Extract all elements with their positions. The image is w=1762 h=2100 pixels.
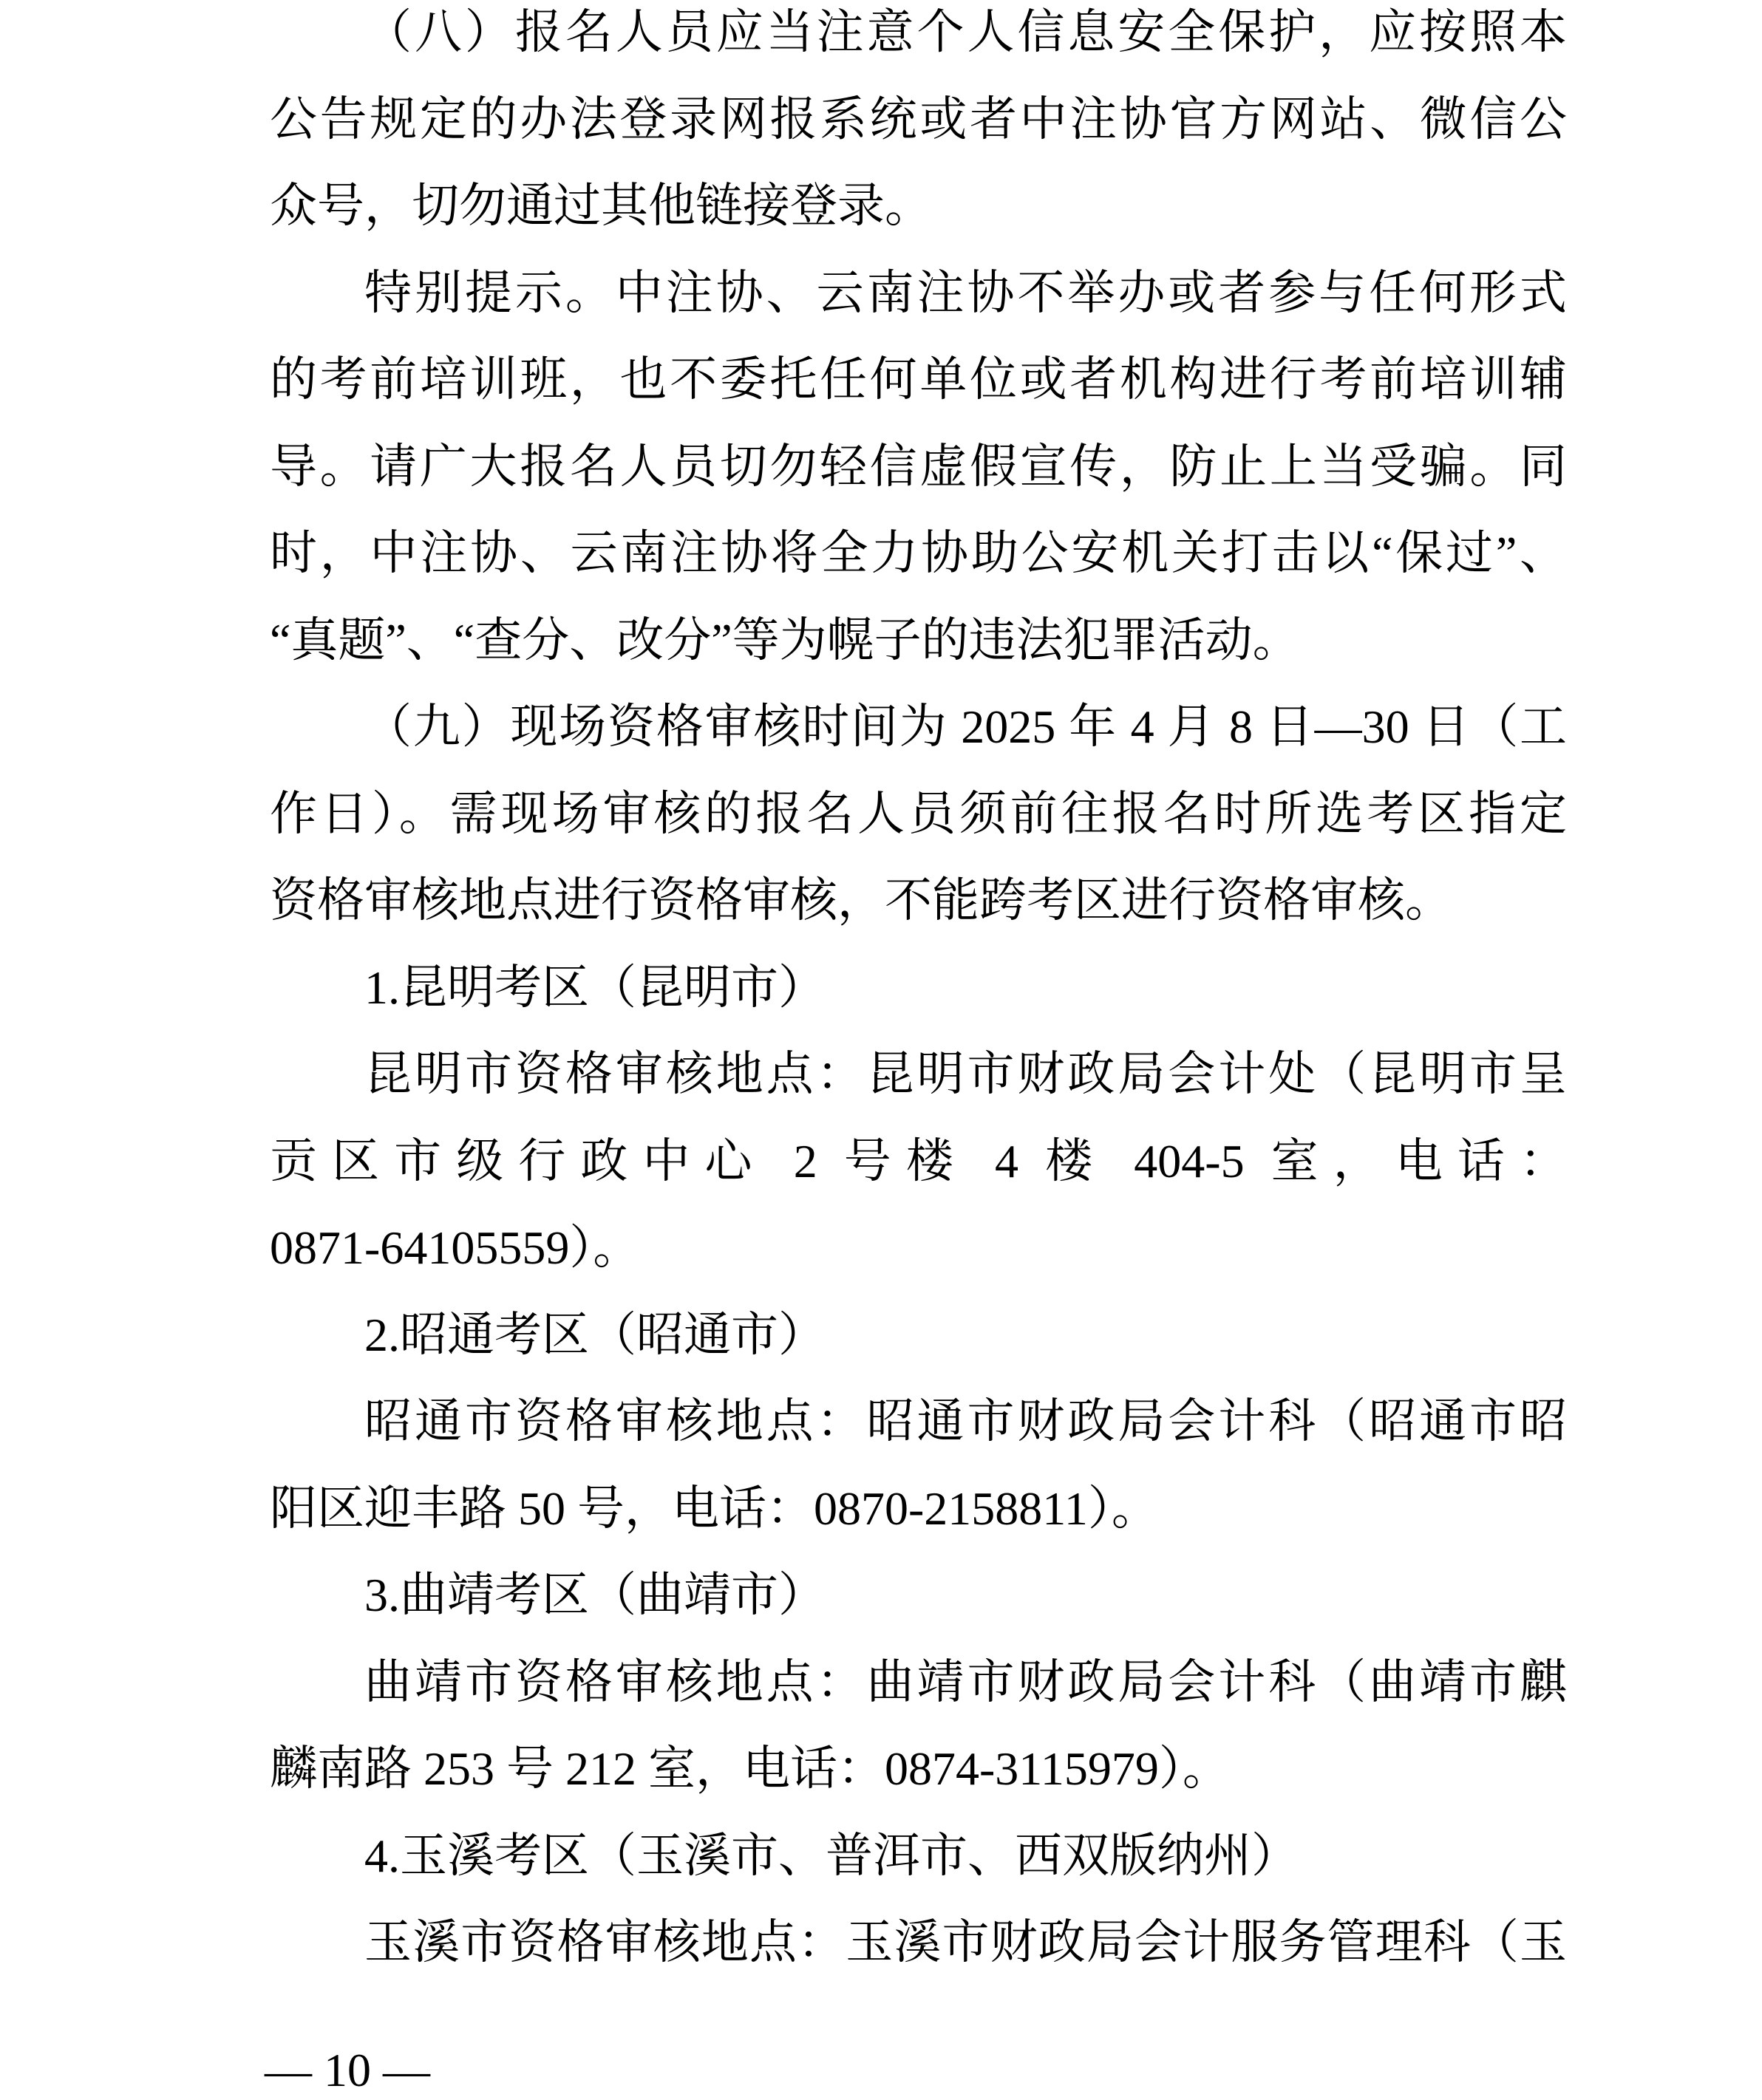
text-line: （八）报名人员应当注意个人信息安全保护，应按照本 [364, 6, 1567, 58]
text-line: 昆明市资格审核地点：昆明市财政局会计处（昆明市呈 [364, 1048, 1567, 1100]
document-body [270, 0, 1567, 1986]
text-line: 昭通市资格审核地点：昭通市财政局会计科（昭通市昭 [364, 1395, 1567, 1448]
text-line: 贡区市级行政中心 2 号楼 4 楼 404-5 室，电话： [270, 1134, 1567, 1187]
text-line: 资格审核地点进行资格审核，不能跨考区进行资格审核。 [270, 874, 1452, 927]
text-line: 阳区迎丰路 50 号，电话：0870-2158811）。 [270, 1482, 1159, 1535]
text-line: 3.曲靖考区（曲靖市） [364, 1569, 826, 1621]
text-line: “真题”、“查分、改分”等为幌子的违法犯罪活动。 [270, 613, 1300, 667]
text-line: 4.玉溪考区（玉溪市、普洱市、西双版纳州） [364, 1829, 1299, 1882]
text-line: 玉溪市资格审核地点：玉溪市财政局会计服务管理科（玉 [364, 1916, 1567, 1968]
text-line: 1.昆明考区（昆明市） [364, 961, 826, 1014]
text-line: （九）现场资格审核时间为 2025 年 4 月 8 日—30 日（工 [364, 700, 1567, 753]
text-line: 公告规定的办法登录网报系统或者中注协官方网站、微信公 [270, 92, 1567, 146]
text-line: 0871-64105559）。 [270, 1221, 641, 1274]
text-line: 特别提示。中注协、云南注协不举办或者参与任何形式 [364, 266, 1567, 319]
page-number: — 10 — [265, 2044, 430, 2096]
text-line: 众号，切勿通过其他链接登录。 [270, 180, 932, 232]
text-line: 的考前培训班，也不委托任何单位或者机构进行考前培训辅 [270, 353, 1567, 406]
text-line: 麟南路 253 号 212 室，电话：0874-3115979）。 [270, 1742, 1230, 1795]
text-line: 时，中注协、云南注协将全力协助公安机关打击以“保过”、 [270, 527, 1567, 579]
text-line: 曲靖市资格审核地点：曲靖市财政局会计科（曲靖市麒 [364, 1655, 1567, 1708]
text-line: 作日）。需现场审核的报名人员须前往报名时所选考区指定 [270, 787, 1567, 840]
text-line: 导。请广大报名人员切勿轻信虚假宣传，防止上当受骗。同 [270, 440, 1567, 493]
text-line: 2.昭通考区（昭通市） [364, 1308, 826, 1361]
